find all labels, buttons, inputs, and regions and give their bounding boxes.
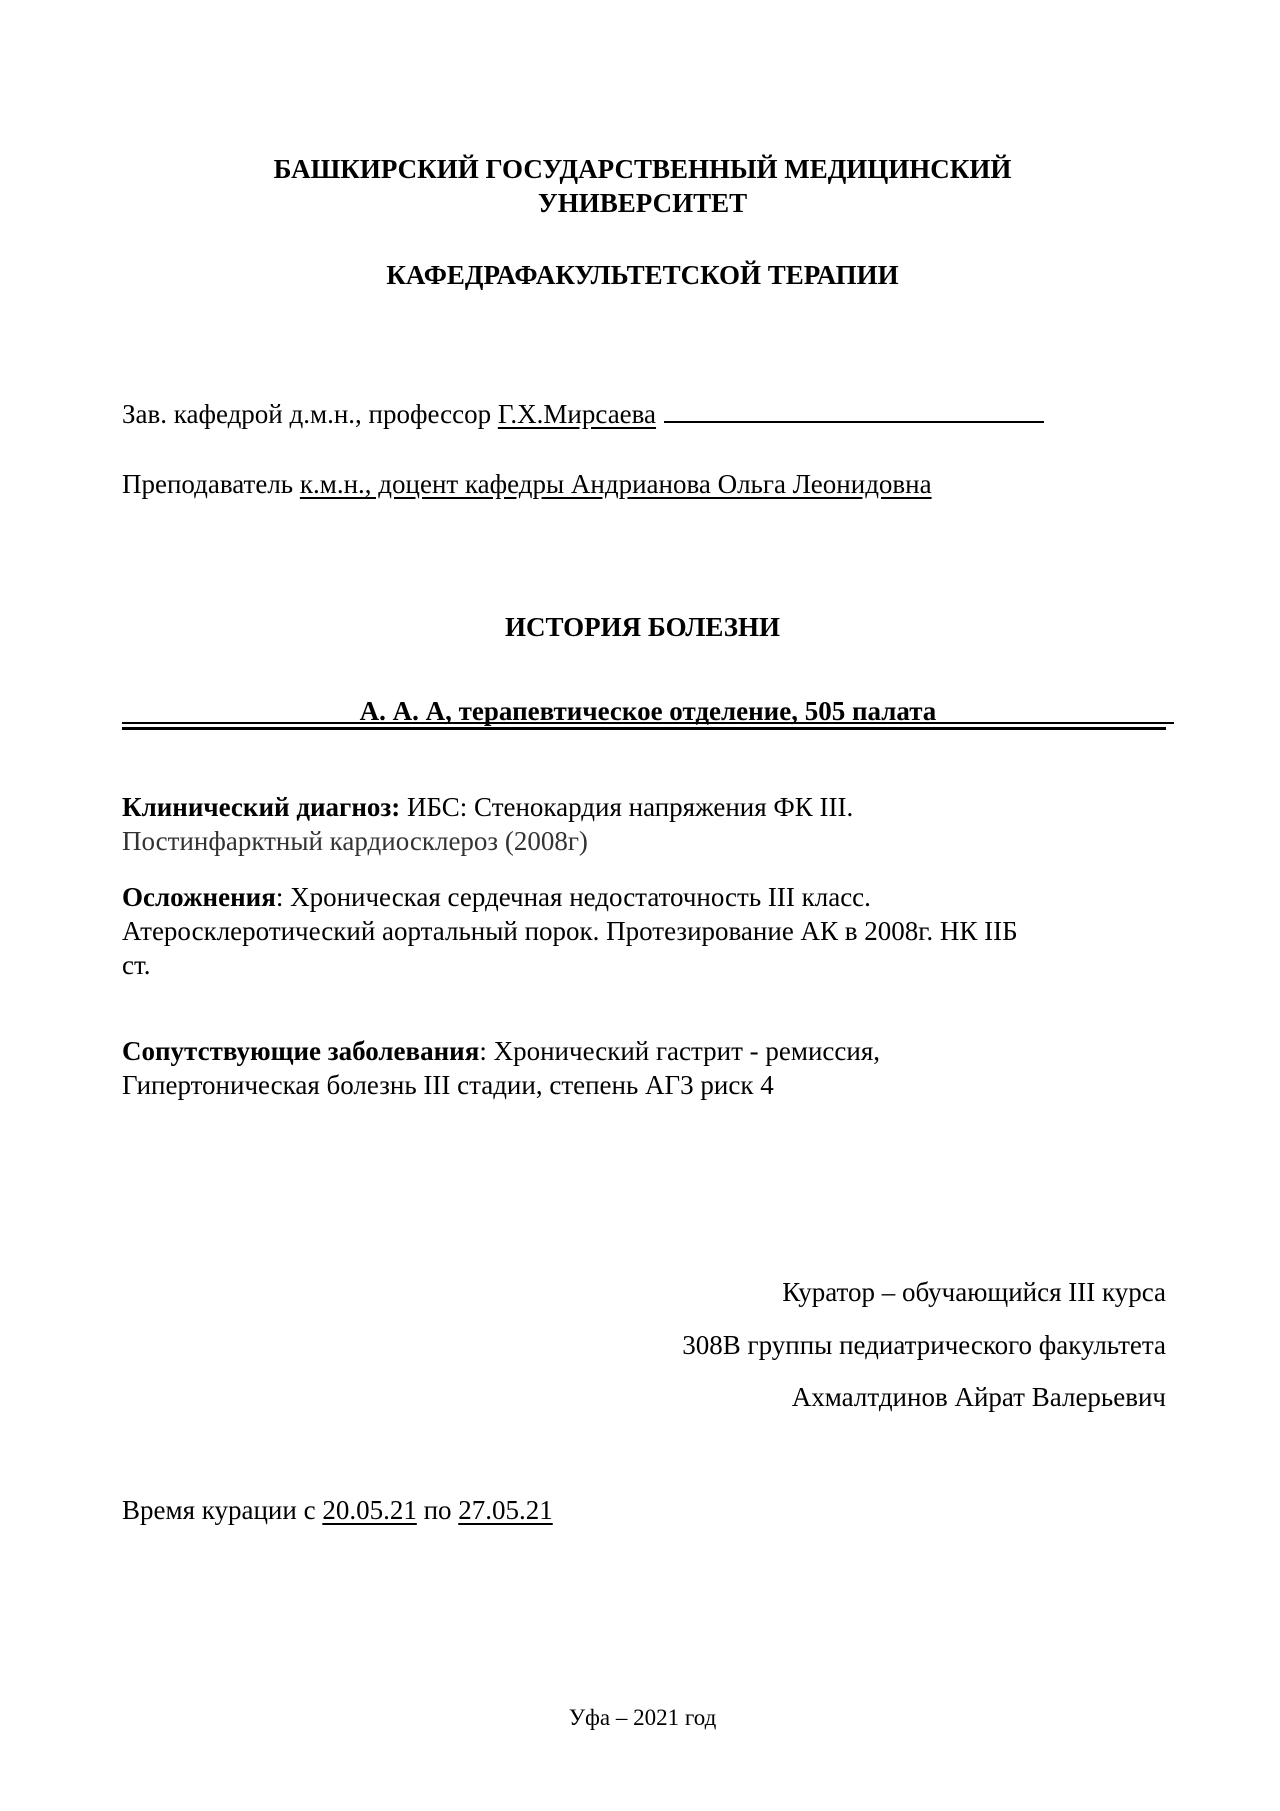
- university-name-line-2: УНИВЕРСИТЕТ: [537, 188, 748, 218]
- patient-underline: [122, 722, 1174, 724]
- curator-name: Ахмалтдинов Айрат Валерьевич: [791, 1382, 1166, 1412]
- complications-line-2: Атеросклеротический аортальный порок. Протезирование АК в 2008г. НК IIБ: [122, 916, 1018, 946]
- complications-label: Осложнения: [122, 882, 276, 912]
- patient-info-row: [122, 694, 1174, 734]
- signature-blank: [664, 397, 1044, 423]
- patient-double-rule: [122, 727, 1166, 730]
- clinical-diagnosis-label: Клинический диагноз:: [122, 792, 401, 822]
- complications-line-3: ст.: [122, 950, 151, 980]
- department-name: КАФЕДРАФАКУЛЬТЕТСКОЙ ТЕРАПИИ: [386, 260, 899, 290]
- department-head-label: Зав. кафедрой д.м.н., профессор: [122, 399, 498, 429]
- document-title: ИСТОРИЯ БОЛЕЗНИ: [505, 612, 780, 642]
- complications-text: : Хроническая сердечная недостаточность III класс.: [275, 882, 871, 912]
- clinical-diagnosis-line-1: [122, 790, 1172, 824]
- curator-course: Куратор – обучающийся III курса: [782, 1277, 1166, 1307]
- curation-period: [122, 1493, 553, 1527]
- department-head-name: Г.Х.Мирсаева: [497, 399, 657, 429]
- teacher-label: Преподаватель: [122, 469, 300, 499]
- clinical-diagnosis-line-2: Постинфарктный кардиосклероз (2008г): [122, 826, 588, 856]
- teacher-line: [122, 467, 932, 501]
- curation-end-date: 27.05.21: [458, 1495, 553, 1525]
- concomitant-line-1: [122, 1034, 1172, 1068]
- city-year: Уфа – 2021 год: [568, 1705, 717, 1730]
- curator-group: 308В группы педиатрического факультета: [682, 1330, 1166, 1360]
- department-head-line: [122, 397, 1044, 431]
- university-name-line-1: БАШКИРСКИЙ ГОСУДАРСТВЕННЫЙ МЕДИЦИНСКИЙ: [273, 154, 1012, 184]
- patient-info: А. А. А, терапевтическое отделение, 505 палата: [359, 696, 937, 726]
- curation-period-label: Время курации с: [122, 1495, 323, 1525]
- curation-period-middle: по: [416, 1495, 459, 1525]
- curation-start-date: 20.05.21: [322, 1495, 417, 1525]
- concomitant-label: Сопутствующие заболевания: [122, 1036, 480, 1066]
- concomitant-line-2: Гипертоническая болезнь III стадии, степень АГ3 риск 4: [122, 1070, 774, 1100]
- complications-line-1: [122, 880, 1172, 914]
- university-name: [122, 152, 1163, 220]
- complications: [122, 880, 1172, 982]
- concomitant-text: : Хронический гастрит - ремиссия,: [479, 1036, 880, 1066]
- teacher-name: к.м.н., доцент кафедры Андрианова Ольга Леонидовна: [299, 469, 932, 499]
- concomitant-diseases: [122, 1034, 1172, 1102]
- clinical-diagnosis: [122, 790, 1172, 858]
- clinical-diagnosis-text: ИБС: Стенокардия напряжения ФК III.: [400, 792, 854, 822]
